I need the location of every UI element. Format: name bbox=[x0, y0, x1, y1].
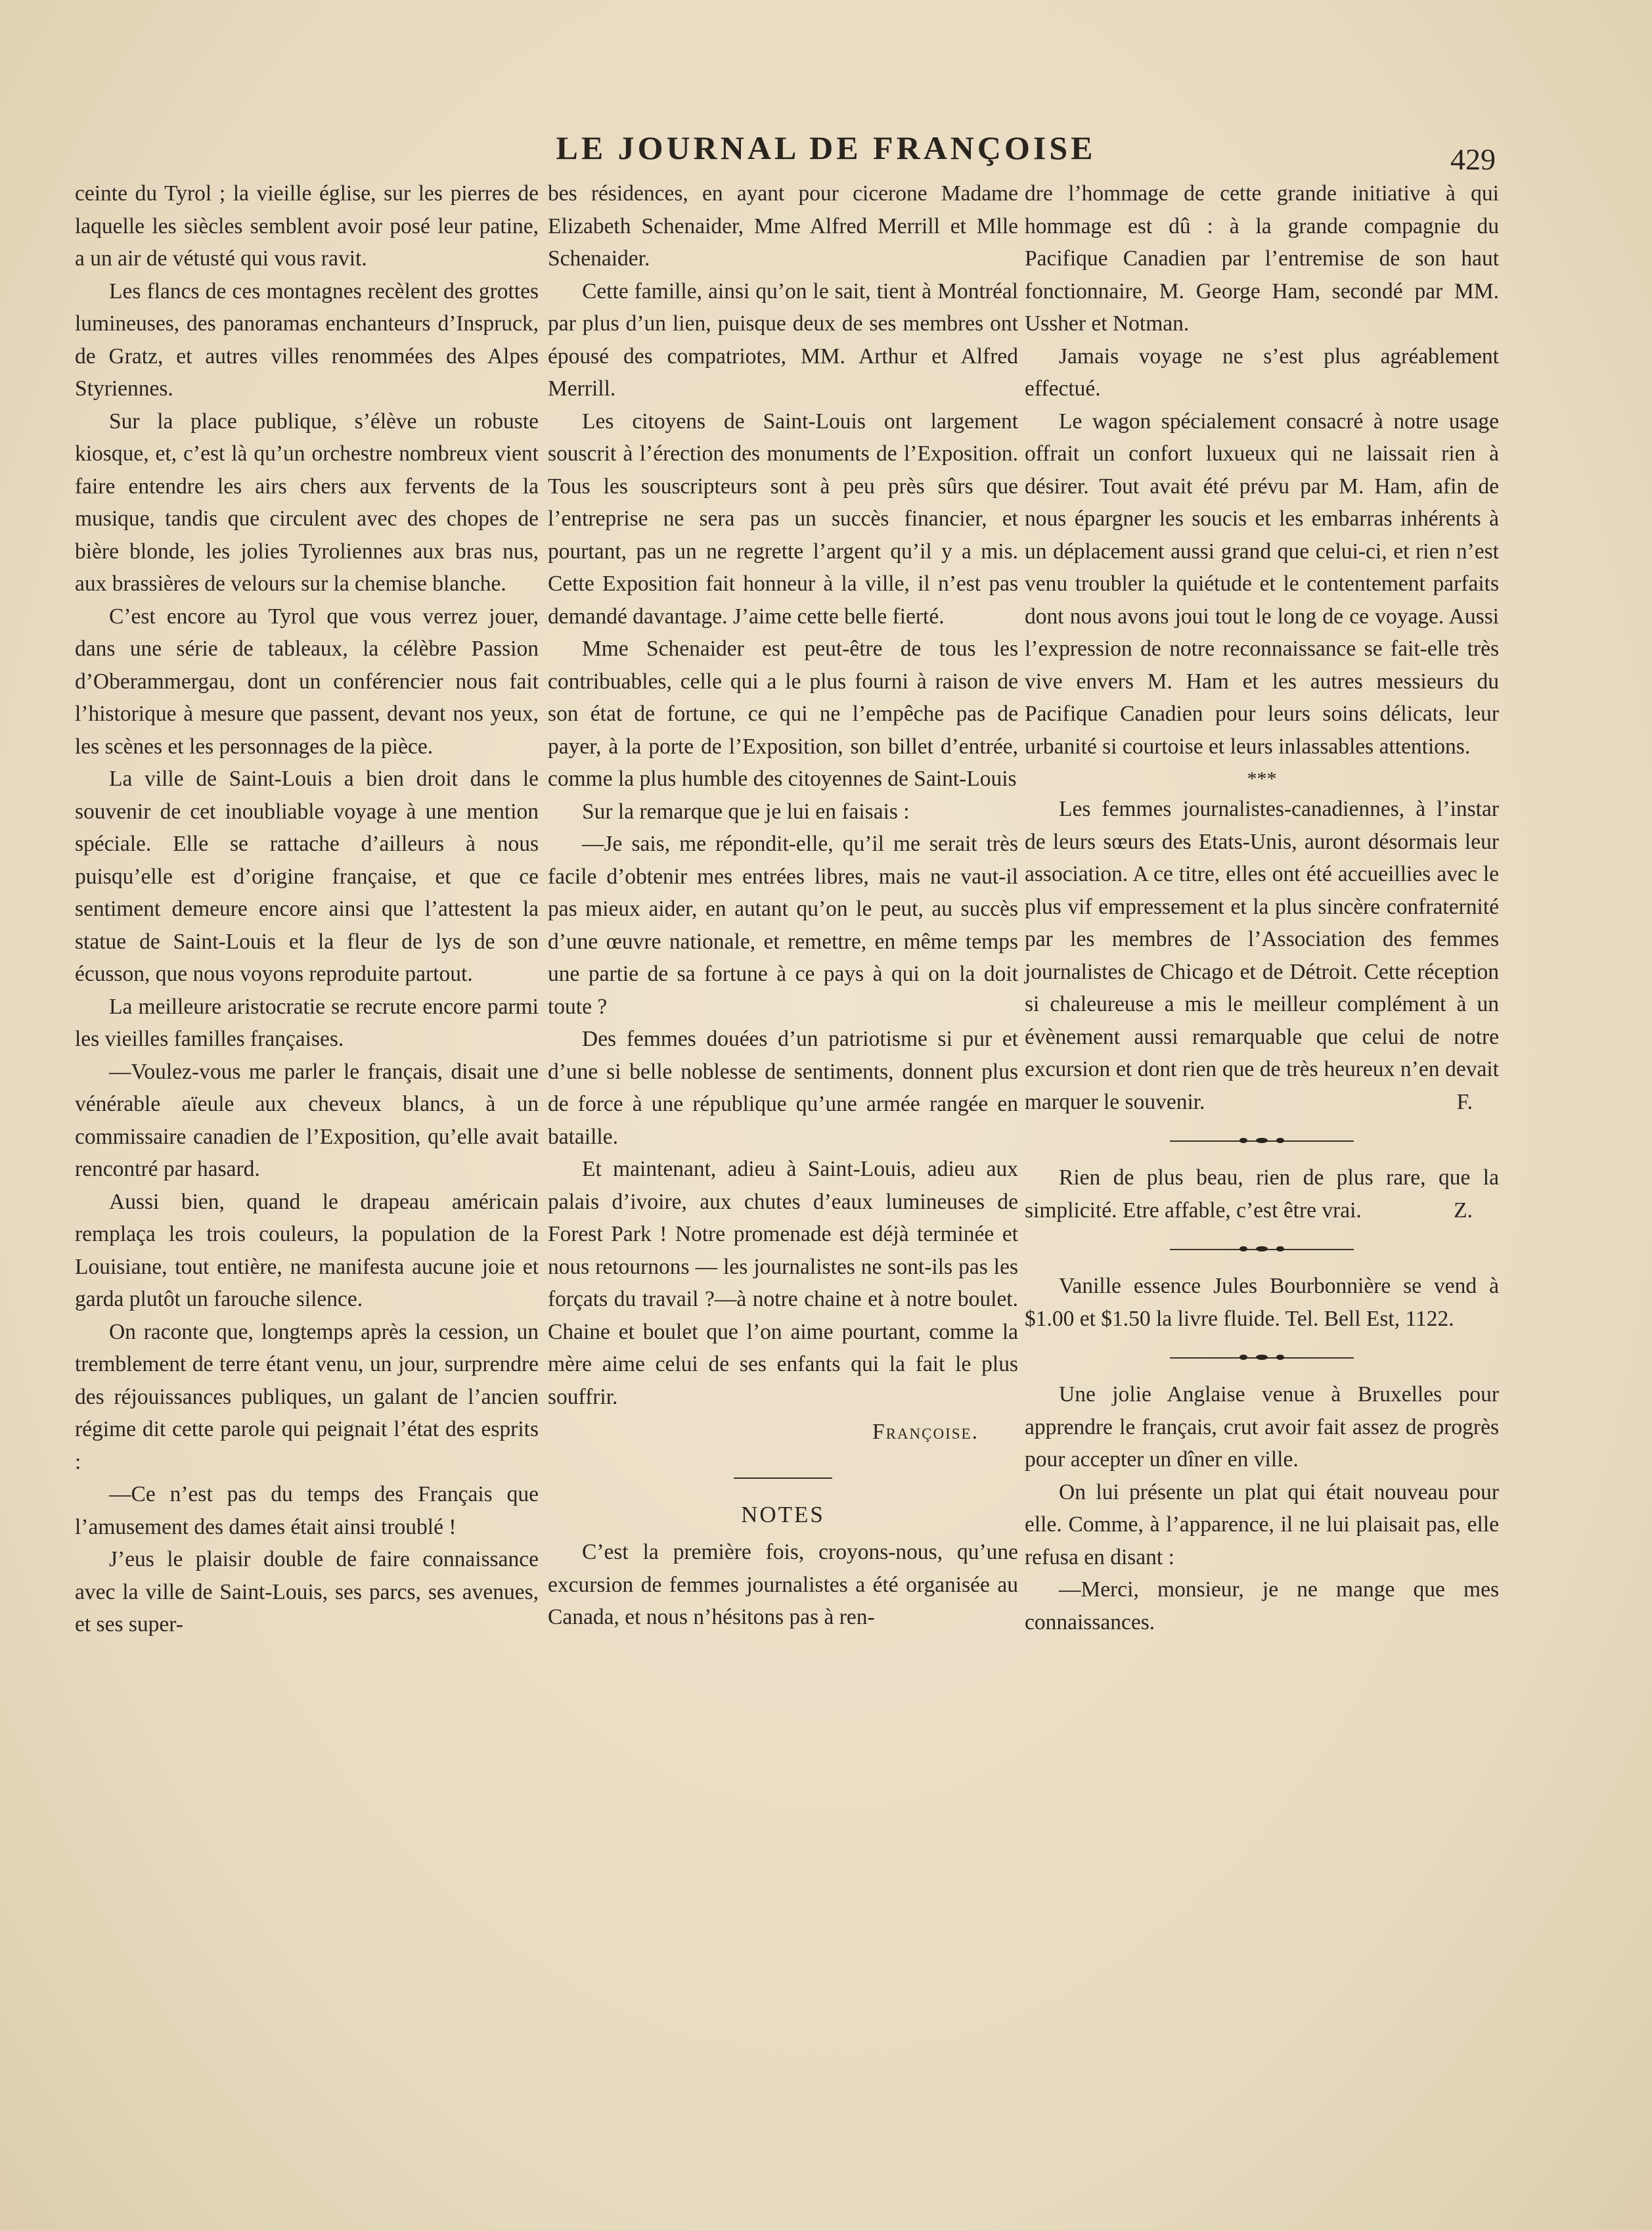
advertisement: Vanille essence Jules Bourbonnière se vend à $1.00 et $1.50 la livre fluide. Tel. Bell Est, 1122. bbox=[1025, 1274, 1499, 1331]
author-signature: Françoise. bbox=[872, 1420, 979, 1444]
paragraph: Cette famille, ainsi qu’on le sait, tient à Montréal par plus d’un lien, puisque deux de ses membres ont épousé des compatriotes, MM. Arthur et Alfred Merrill. bbox=[548, 279, 1018, 401]
author-initial: F. bbox=[1456, 1089, 1473, 1114]
paragraph: Aussi bien, quand le drapeau américain remplaça les trois couleurs, la population de la Louisiane, tout entière, ne manifesta aucune joie et garda plutôt un farouche silence. bbox=[75, 1189, 539, 1311]
ornamental-divider bbox=[1170, 1138, 1354, 1144]
paragraph bbox=[1025, 793, 1499, 1118]
column-left bbox=[75, 177, 539, 2198]
author-initial: Z. bbox=[1454, 1198, 1473, 1223]
paragraph: —Voulez-vous me parler le français, disait une vénérable aïeule aux cheveux blancs, à un commissaire canadien de l’Exposition, qu’elle avait rencontré par hasard. bbox=[75, 1059, 539, 1181]
paragraph: Une jolie Anglaise venue à Bruxelles pour apprendre le français, crut avoir fait assez de progrès pour accepter un dîner en ville. bbox=[1025, 1382, 1499, 1472]
paragraph: Jamais voyage ne s’est plus agréablement effectué. bbox=[1025, 344, 1499, 401]
ornamental-divider bbox=[1170, 1355, 1354, 1361]
paragraph: C’est encore au Tyrol que vous verrez jouer, dans une série de tableaux, la célèbre Passion d’Oberammergau, dont un conférencier nous fait l’historique à mesure que passent, devant nos yeux, les scènes et les personnages de la pièce. bbox=[75, 604, 539, 759]
ornament-dot bbox=[1256, 1355, 1268, 1360]
paragraph: Des femmes douées d’un patriotisme si pur et d’une si belle noblesse de sentiments, donnent plus de force à une république qu’une armée rangée en bataille. bbox=[548, 1027, 1018, 1149]
paragraph: Le wagon spécialement consacré à notre usage offrait un confort luxueux qui ne laissait rien à désirer. Tout avait été prévu par M. Ham, afin de nous épargner les soucis et les embarras inhérents à un déplacement aussi grand que celui-ci, et rien n’est venu troubler la quiétude et le contentement parfaits dont nous avons joui tout le long de ce voyage. Aussi l’expression de notre reconnaissance se fait-elle très vive envers M. Ham et les autres messieurs du Pacifique Canadien pour leurs soins délicats, leur urbanité si courtoise et leurs inlassables attentions. bbox=[1025, 409, 1499, 759]
paragraph: La meilleure aristocratie se recrute encore parmi les vieilles familles françaises. bbox=[75, 994, 539, 1051]
ornament-dot bbox=[1239, 1138, 1247, 1143]
page-number: 429 bbox=[1450, 143, 1496, 176]
ornament-dot bbox=[1256, 1138, 1268, 1143]
paragraph: On raconte que, longtemps après la cession, un tremblement de terre étant venu, un jour, surprendre des réjouissances publiques, un galant de l’ancien régime dit cette parole qui peignait l’état des esprits : bbox=[75, 1319, 539, 1474]
ornament-dot bbox=[1276, 1355, 1284, 1360]
paragraph-text: Rien de plus beau, rien de plus rare, que la simplicité. Etre affable, c’est être vrai. bbox=[1025, 1165, 1499, 1223]
ornamental-divider bbox=[1170, 1246, 1354, 1253]
paragraph bbox=[1025, 1161, 1499, 1227]
paragraph: C’est la première fois, croyons-nous, qu’une excursion de femmes journalistes a été organisée au Canada, et nous n’hésitons pas à ren- bbox=[548, 1540, 1018, 1629]
ornament-dot bbox=[1276, 1138, 1284, 1143]
paragraph: On lui présente un plat qui était nouveau pour elle. Comme, à l’apparence, il ne lui plaisait pas, elle refusa en disant : bbox=[1025, 1479, 1499, 1569]
paragraph: —Je sais, me répondit-elle, qu’il me serait très facile d’obtenir mes entrées libres, mais ne vaut-il pas mieux aider, en autant qu’on le peut, au succès d’une œuvre nationale, et remettre, en même temps une partie de sa fortune à ce pays à qui on la doit toute ? bbox=[548, 832, 1018, 1019]
ornament-dot bbox=[1256, 1246, 1268, 1251]
paragraph: J’eus le plaisir double de faire connaissance avec la ville de Saint-Louis, ses parcs, ses avenues, et ses super- bbox=[75, 1547, 539, 1636]
section-divider bbox=[734, 1477, 832, 1479]
ornament-dot bbox=[1239, 1246, 1247, 1251]
paragraph: Les flancs de ces montagnes recèlent des grottes lumineuses, des panoramas enchanteurs d’Inspruck, de Gratz, et autres villes renommées des Alpes Styriennes. bbox=[75, 279, 539, 401]
column-middle bbox=[548, 177, 1018, 2198]
paragraph-text: Les femmes journalistes-canadiennes, à l’instar de leurs sœurs des Etats-Unis, auront désormais leur association. A ce titre, elles ont été accueillies avec le plus vif empressement et la plus sincère confraternité par les membres de l’Association des femmes journalistes de Chicago et de Détroit. Cette réception si chaleureuse a mis le meilleur complément à un évènement aussi remarquable que celui de notre excursion et dont rien que de très heureux n’en devait marquer le souvenir. bbox=[1025, 797, 1499, 1114]
paragraph: —Ce n’est pas du temps des Français que l’amusement des dames était ainsi troublé ! bbox=[75, 1482, 539, 1539]
paragraph: —Merci, monsieur, je ne mange que mes connaissances. bbox=[1025, 1577, 1499, 1634]
paragraph: Mme Schenaider est peut-être de tous les contribuables, celle qui a le plus fourni à raison de son état de fortune, ce qui ne l’empêche pas de payer, à la porte de l’Exposition, son billet d’entrée, comme la plus humble des citoyennes de Saint-Louis bbox=[548, 637, 1018, 791]
notes-heading: NOTES bbox=[741, 1501, 825, 1527]
ornament-dot bbox=[1239, 1355, 1247, 1360]
paragraph: Les citoyens de Saint-Louis ont largement souscrit à l’érection des monuments de l’Exposition. Tous les souscripteurs sont à peu près sûrs que l’entreprise ne sera pas un succès financier, et pourtant, pas un ne regrette l’argent qu’il y a mis. Cette Exposition fait honneur à la ville, il n’est pas demandé davantage. J’aime cette belle fierté. bbox=[548, 409, 1018, 629]
running-header-title: LE JOURNAL DE FRANÇOISE bbox=[556, 129, 1096, 166]
paragraph: Et maintenant, adieu à Saint-Louis, adieu aux palais d’ivoire, aux chutes d’eaux lumineuses de Forest Park ! Notre promenade est déjà terminée et nous retournons — les journalistes ne sont-ils pas les forçats du travail ?—à notre chaine et à notre boulet. Chaine et boulet que l’on aime pourtant, comme la mère aime celui de ses enfants qui la fait le plus souffrir. bbox=[548, 1157, 1018, 1409]
ornament-dot bbox=[1276, 1246, 1284, 1251]
paragraph: bes résidences, en ayant pour cicerone Madame Elizabeth Schenaider, Mme Alfred Merrill et Mlle Schenaider. bbox=[548, 181, 1018, 271]
column-right bbox=[1025, 177, 1499, 2198]
paragraph: Sur la remarque que je lui en faisais : bbox=[582, 799, 910, 824]
paragraph: dre l’hommage de cette grande initiative à qui hommage est dû : à la grande compagnie du Pacifique Canadien par l’entremise de son haut fonctionnaire, M. George Ham, secondé par MM. Ussher et Notman. bbox=[1025, 181, 1499, 336]
paragraph: La ville de Saint-Louis a bien droit dans le souvenir de cet inoubliable voyage à une mention spéciale. Elle se rattache d’ailleurs à nous puisqu’elle est d’origine française, et que ce sentiment demeure encore ainsi que l’attestent la statue de Saint-Louis et la fleur de lys de son écusson, que nous voyons reproduite partout. bbox=[75, 767, 539, 986]
asterism-divider: *** bbox=[1247, 768, 1277, 790]
paragraph: Sur la place publique, s’élève un robuste kiosque, et, c’est là qu’un orchestre nombreux vient faire entendre les airs chers aux fervents de la musique, tandis que circulent avec des chopes de bière blonde, les jolies Tyroliennes aux bras nus, aux brassières de velours sur la chemise blanche. bbox=[75, 409, 539, 596]
paragraph: ceinte du Tyrol ; la vieille église, sur les pierres de laquelle les siècles semblent avoir posé leur patine, a un air de vétusté qui vous ravit. bbox=[75, 181, 539, 271]
